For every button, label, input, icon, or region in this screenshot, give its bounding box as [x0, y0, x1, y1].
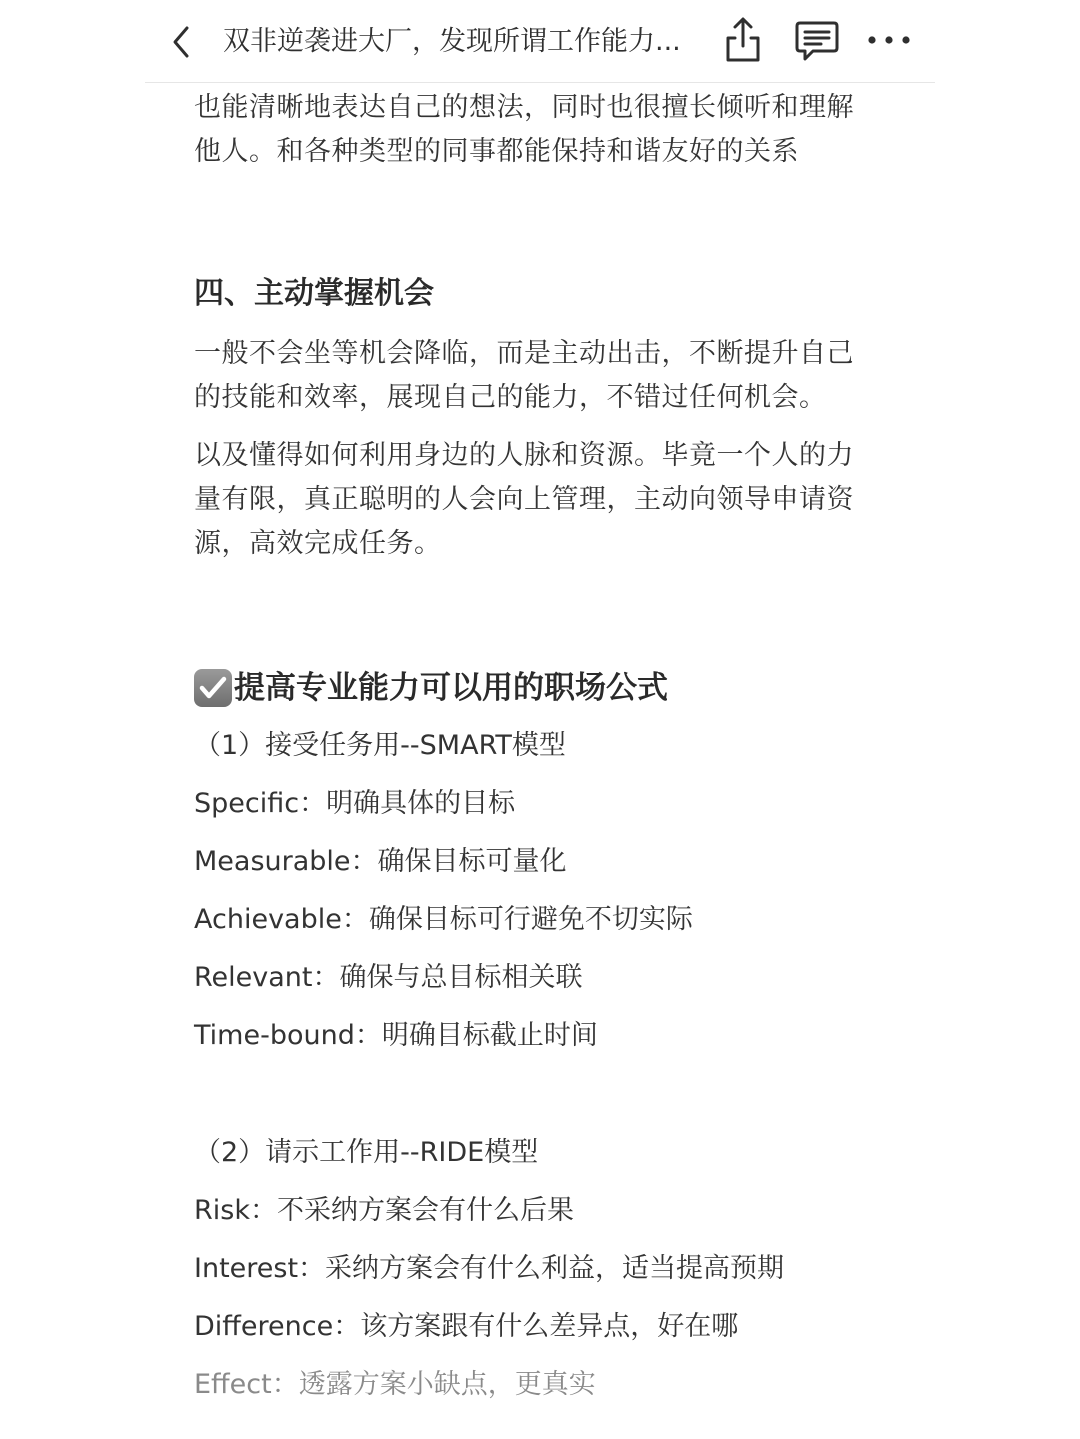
- paragraph: [194, 434, 884, 566]
- smart-item: Specific：明确具体的目标: [194, 788, 516, 819]
- paragraph-line: 的技能和效率，展现自己的能力，不错过任何机会。: [194, 382, 827, 413]
- section-heading: 四、主动掌握机会: [194, 276, 434, 311]
- more-icon: [863, 14, 915, 66]
- more-button[interactable]: [863, 14, 915, 66]
- share-button[interactable]: [717, 14, 769, 66]
- intro-paragraph: [194, 86, 884, 174]
- back-button[interactable]: [163, 22, 199, 62]
- navigation-bar: [145, 0, 935, 83]
- paragraph-line: 源，高效完成任务。: [194, 528, 442, 559]
- comment-icon: [791, 14, 843, 66]
- ride-model-title: （2）请示工作用--RIDE模型: [194, 1137, 539, 1168]
- ride-list: [194, 1189, 884, 1407]
- ride-item: Difference：该方案跟有什么差异点，好在哪: [194, 1311, 739, 1342]
- ride-item: Interest：采纳方案会有什么利益，适当提高预期: [194, 1253, 785, 1284]
- paragraph-line: 也能清晰地表达自己的想法，同时也很擅长倾听和理解: [194, 92, 854, 123]
- page-title: 双非逆袭进大厂，发现所谓工作能力...: [223, 26, 681, 57]
- ride-item: Effect：透露方案小缺点，更真实: [194, 1369, 596, 1400]
- smart-item: Measurable：确保目标可量化: [194, 846, 567, 877]
- smart-item: Time-bound：明确目标截止时间: [194, 1020, 598, 1051]
- smart-model-title: （1）接受任务用--SMART模型: [194, 730, 566, 761]
- paragraph-line: 量有限，真正聪明的人会向上管理，主动向领导申请资: [194, 484, 854, 515]
- formulas-heading-text: 提高专业能力可以用的职场公式: [234, 670, 668, 706]
- ride-item: Risk：不采纳方案会有什么后果: [194, 1195, 574, 1226]
- article-content: [194, 84, 884, 1407]
- smart-item: Relevant：确保与总目标相关联: [194, 962, 583, 993]
- paragraph: [194, 332, 884, 420]
- formulas-heading: [194, 666, 884, 710]
- checkbox-checked-icon: [194, 669, 232, 707]
- paragraph-line: 他人。和各种类型的同事都能保持和谐友好的关系: [194, 136, 799, 167]
- smart-list: [194, 782, 884, 1058]
- share-icon: [717, 14, 769, 66]
- paragraph-line: 以及懂得如何利用身边的人脉和资源。毕竟一个人的力: [194, 440, 854, 471]
- chevron-left-icon: [163, 22, 199, 62]
- comment-button[interactable]: [791, 14, 843, 66]
- paragraph-line: 一般不会坐等机会降临，而是主动出击，不断提升自己: [194, 338, 854, 369]
- smart-item: Achievable：确保目标可行避免不切实际: [194, 904, 693, 935]
